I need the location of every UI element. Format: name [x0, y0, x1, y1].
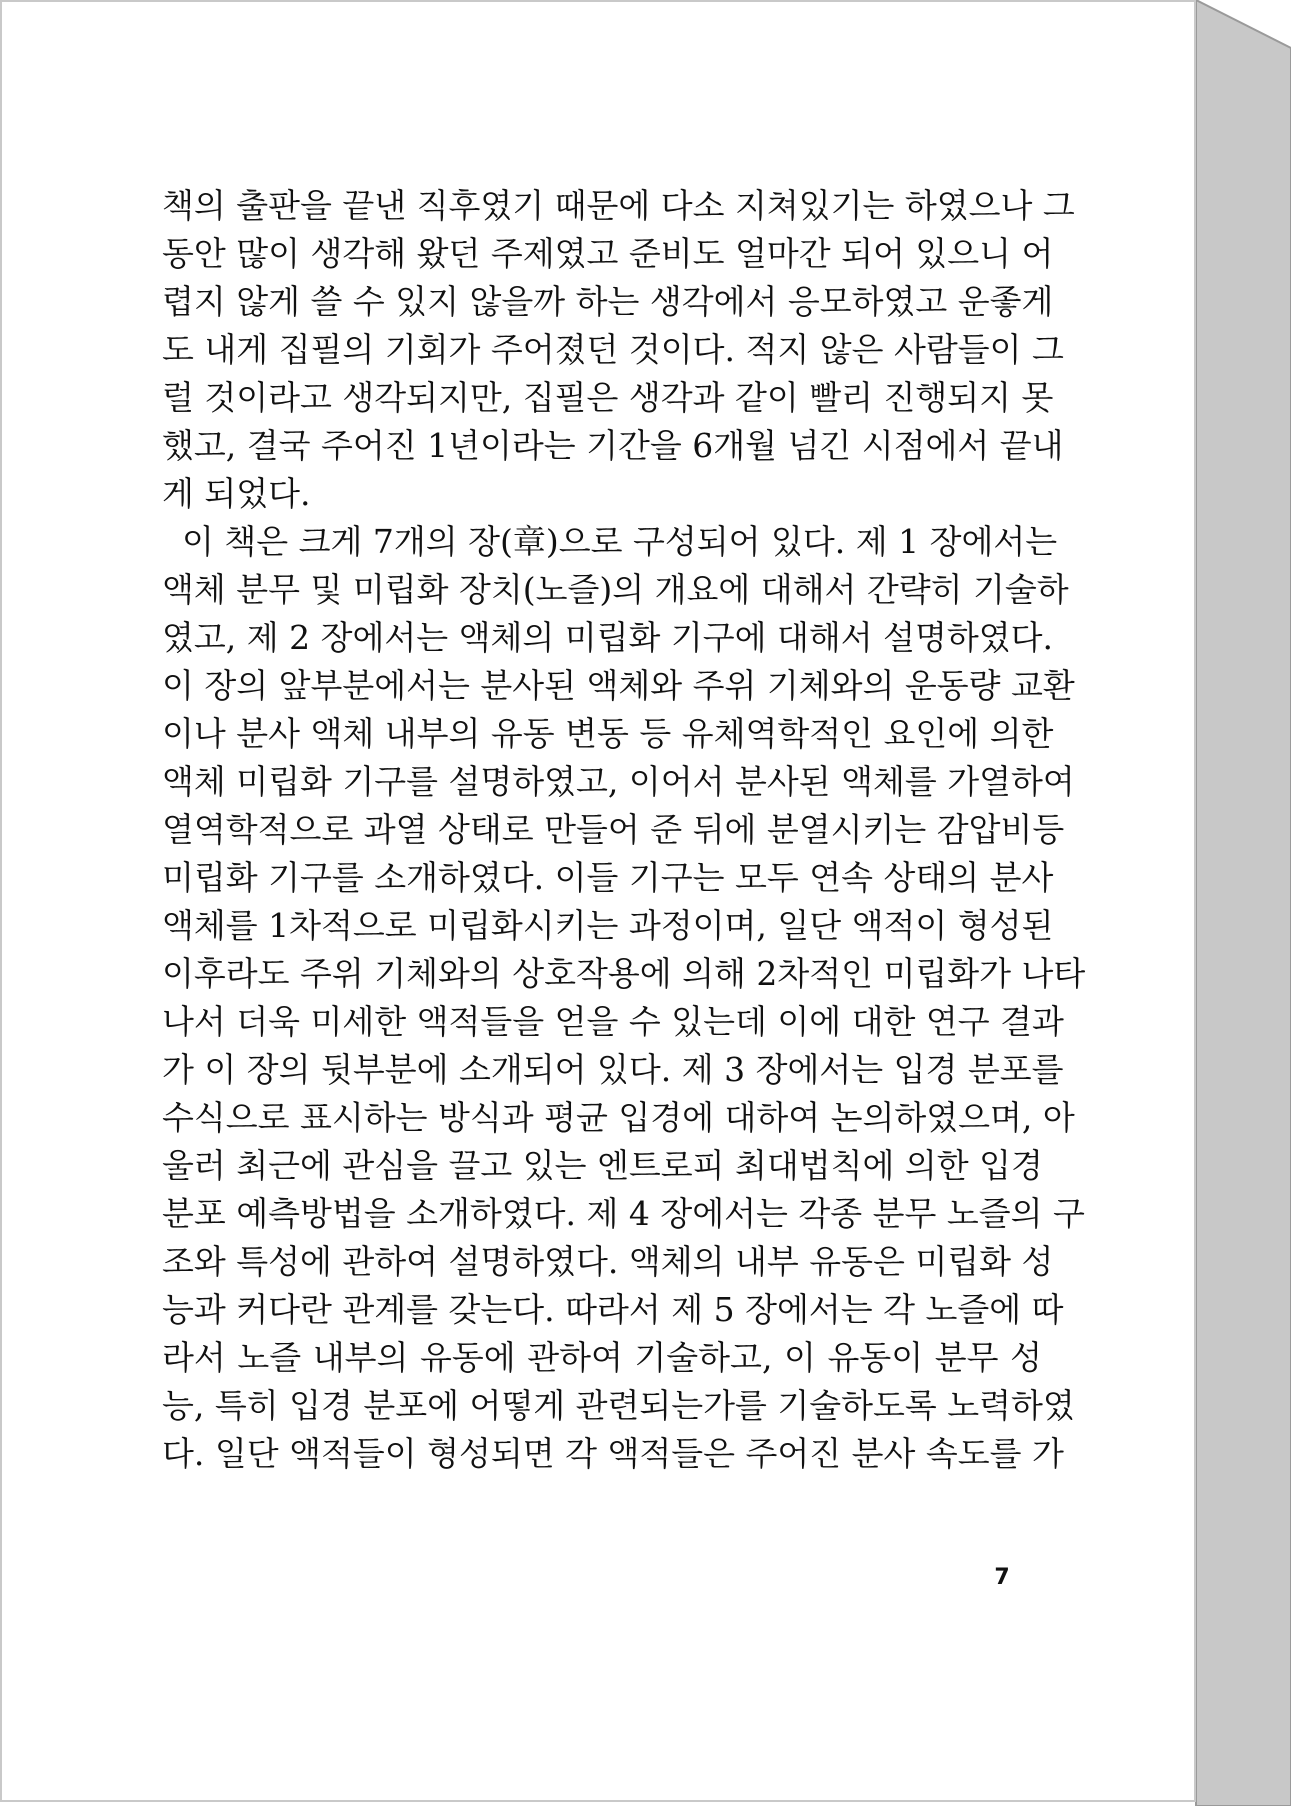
text-line: 렵지 않게 쓸 수 있지 않을까 하는 생각에서 응모하였고 운좋게 — [162, 282, 1054, 321]
text-line: 가 이 장의 뒷부분에 소개되어 있다. 제 3 장에서는 입경 분포를 — [162, 1050, 1064, 1089]
text-line: 조와 특성에 관하여 설명하였다. 액체의 내부 유동은 미립화 성 — [162, 1242, 1054, 1281]
text-line: 액체 분무 및 미립화 장치(노즐)의 개요에 대해서 간략히 기술하 — [162, 570, 1069, 609]
text-line: 수식으로 표시하는 방식과 평균 입경에 대하여 논의하였으며, 아 — [162, 1098, 1075, 1137]
text-line: 능과 커다란 관계를 갖는다. 따라서 제 5 장에서는 각 노즐에 따 — [162, 1290, 1064, 1329]
text-line: 울러 최근에 관심을 끌고 있는 엔트로피 최대법칙에 의한 입경 — [162, 1146, 1043, 1185]
text-line: 능, 특히 입경 분포에 어떻게 관련되는가를 기술하도록 노력하였 — [162, 1386, 1075, 1425]
text-line: 이후라도 주위 기체와의 상호작용에 의해 2차적인 미립화가 나타 — [162, 954, 1086, 993]
text-line: 이 장의 앞부분에서는 분사된 액체와 주위 기체와의 운동량 교환 — [162, 666, 1075, 705]
page-number: 7 — [994, 1565, 1010, 1590]
text-line: 동안 많이 생각해 왔던 주제였고 준비도 얼마간 되어 있으니 어 — [162, 234, 1054, 273]
text-line: 분포 예측방법을 소개하였다. 제 4 장에서는 각종 분무 노즐의 구 — [162, 1194, 1085, 1233]
text-line: 라서 노즐 내부의 유동에 관하여 기술하고, 이 유동이 분무 성 — [162, 1338, 1042, 1377]
text-line: 미립화 기구를 소개하였다. 이들 기구는 모두 연속 상태의 분사 — [162, 858, 1054, 897]
text-line: 이나 분사 액체 내부의 유동 변동 등 유체역학적인 요인에 의한 — [162, 714, 1054, 753]
text-line: 책의 출판을 끝낸 직후였기 때문에 다소 지쳐있기는 하였으나 그 — [162, 186, 1075, 225]
text-line: 나서 더욱 미세한 액적들을 얻을 수 있는데 이에 대한 연구 결과 — [162, 1002, 1064, 1041]
text-line: 액체를 1차적으로 미립화시키는 과정이며, 일단 액적이 형성된 — [162, 906, 1054, 945]
page-edge-fill — [1196, 0, 1291, 1806]
text-line: 열역학적으로 과열 상태로 만들어 준 뒤에 분열시키는 감압비등 — [162, 810, 1065, 849]
text-line: 도 내게 집필의 기회가 주어졌던 것이다. 적지 않은 사람들이 그 — [162, 330, 1064, 369]
text-line: 게 되었다. — [162, 474, 311, 513]
text-line: 다. 일단 액적들이 형성되면 각 액적들은 주어진 분사 속도를 가 — [162, 1434, 1064, 1473]
text-line: 였고, 제 2 장에서는 액체의 미립화 기구에 대해서 설명하였다. — [162, 618, 1053, 657]
text-line: 액체 미립화 기구를 설명하였고, 이어서 분사된 액체를 가열하여 — [162, 762, 1075, 801]
text-line: 이 책은 크게 7개의 장(章)으로 구성되어 있다. 제 1 장에서는 — [182, 522, 1058, 561]
text-line: 했고, 결국 주어진 1년이라는 기간을 6개월 넘긴 시점에서 끝내 — [162, 426, 1064, 465]
text-line: 럴 것이라고 생각되지만, 집필은 생각과 같이 빨리 진행되지 못 — [162, 378, 1054, 417]
